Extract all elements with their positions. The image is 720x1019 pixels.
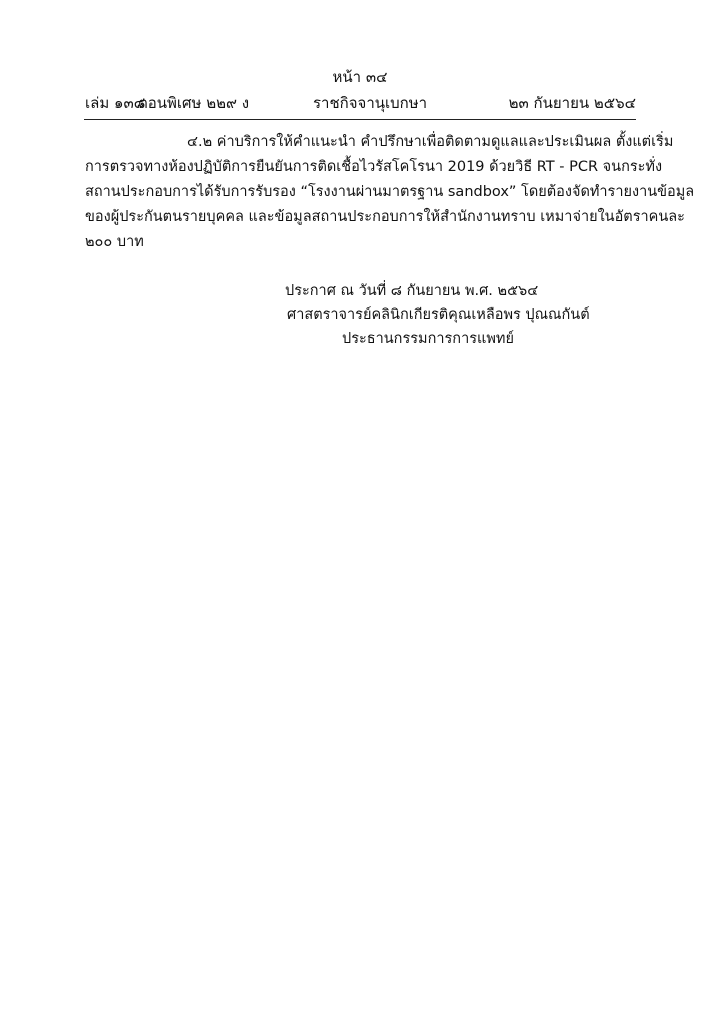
signature-block xyxy=(285,279,590,351)
signer-name: ศาสตราจารย์คลินิกเกียรติคุณเหลือพร ปุณณกันต์ xyxy=(287,307,590,323)
publication-date: ๒๓ กันยายน ๒๕๖๔ xyxy=(508,94,636,112)
volume-number: เล่ม ๑๓๘ xyxy=(85,94,146,112)
gazette-title: ราชกิจจานุเบกษา xyxy=(313,94,428,112)
header-divider xyxy=(84,119,636,120)
announcement-date: ประกาศ ณ วันที่ ๘ กันยายน พ.ศ. ๒๕๖๔ xyxy=(285,283,539,299)
clause-4-2-paragraph xyxy=(85,130,695,255)
paragraph-line: สถานประกอบการได้รับการรับรอง “โรงงานผ่านมาตรฐาน sandbox” โดยต้องจัดทำรายงานข้อมูล xyxy=(85,184,695,200)
signer-position: ประธานกรรมการการแพทย์ xyxy=(342,331,514,347)
paragraph-line: ๒๐๐ บาท xyxy=(85,234,144,250)
paragraph-line: ๔.๒ ค่าบริการให้คำแนะนำ คำปรึกษาเพื่อติดตามดูแลและประเมินผล ตั้งแต่เริ่ม xyxy=(187,134,674,150)
gazette-header xyxy=(85,92,636,114)
page-number: หน้า ๓๔ xyxy=(332,68,388,86)
paragraph-line: การตรวจทางห้องปฏิบัติการยืนยันการติดเชื้อไวรัสโคโรนา 2019 ด้วยวิธี RT - PCR จนกระทั่ง xyxy=(85,159,663,175)
paragraph-line: ของผู้ประกันตนรายบุคคล และข้อมูลสถานประกอบการให้สำนักงานทราบ เหมาจ่ายในอัตราคนละ xyxy=(85,209,685,225)
issue-number: ตอนพิเศษ ๒๒๙ ง xyxy=(138,94,250,112)
